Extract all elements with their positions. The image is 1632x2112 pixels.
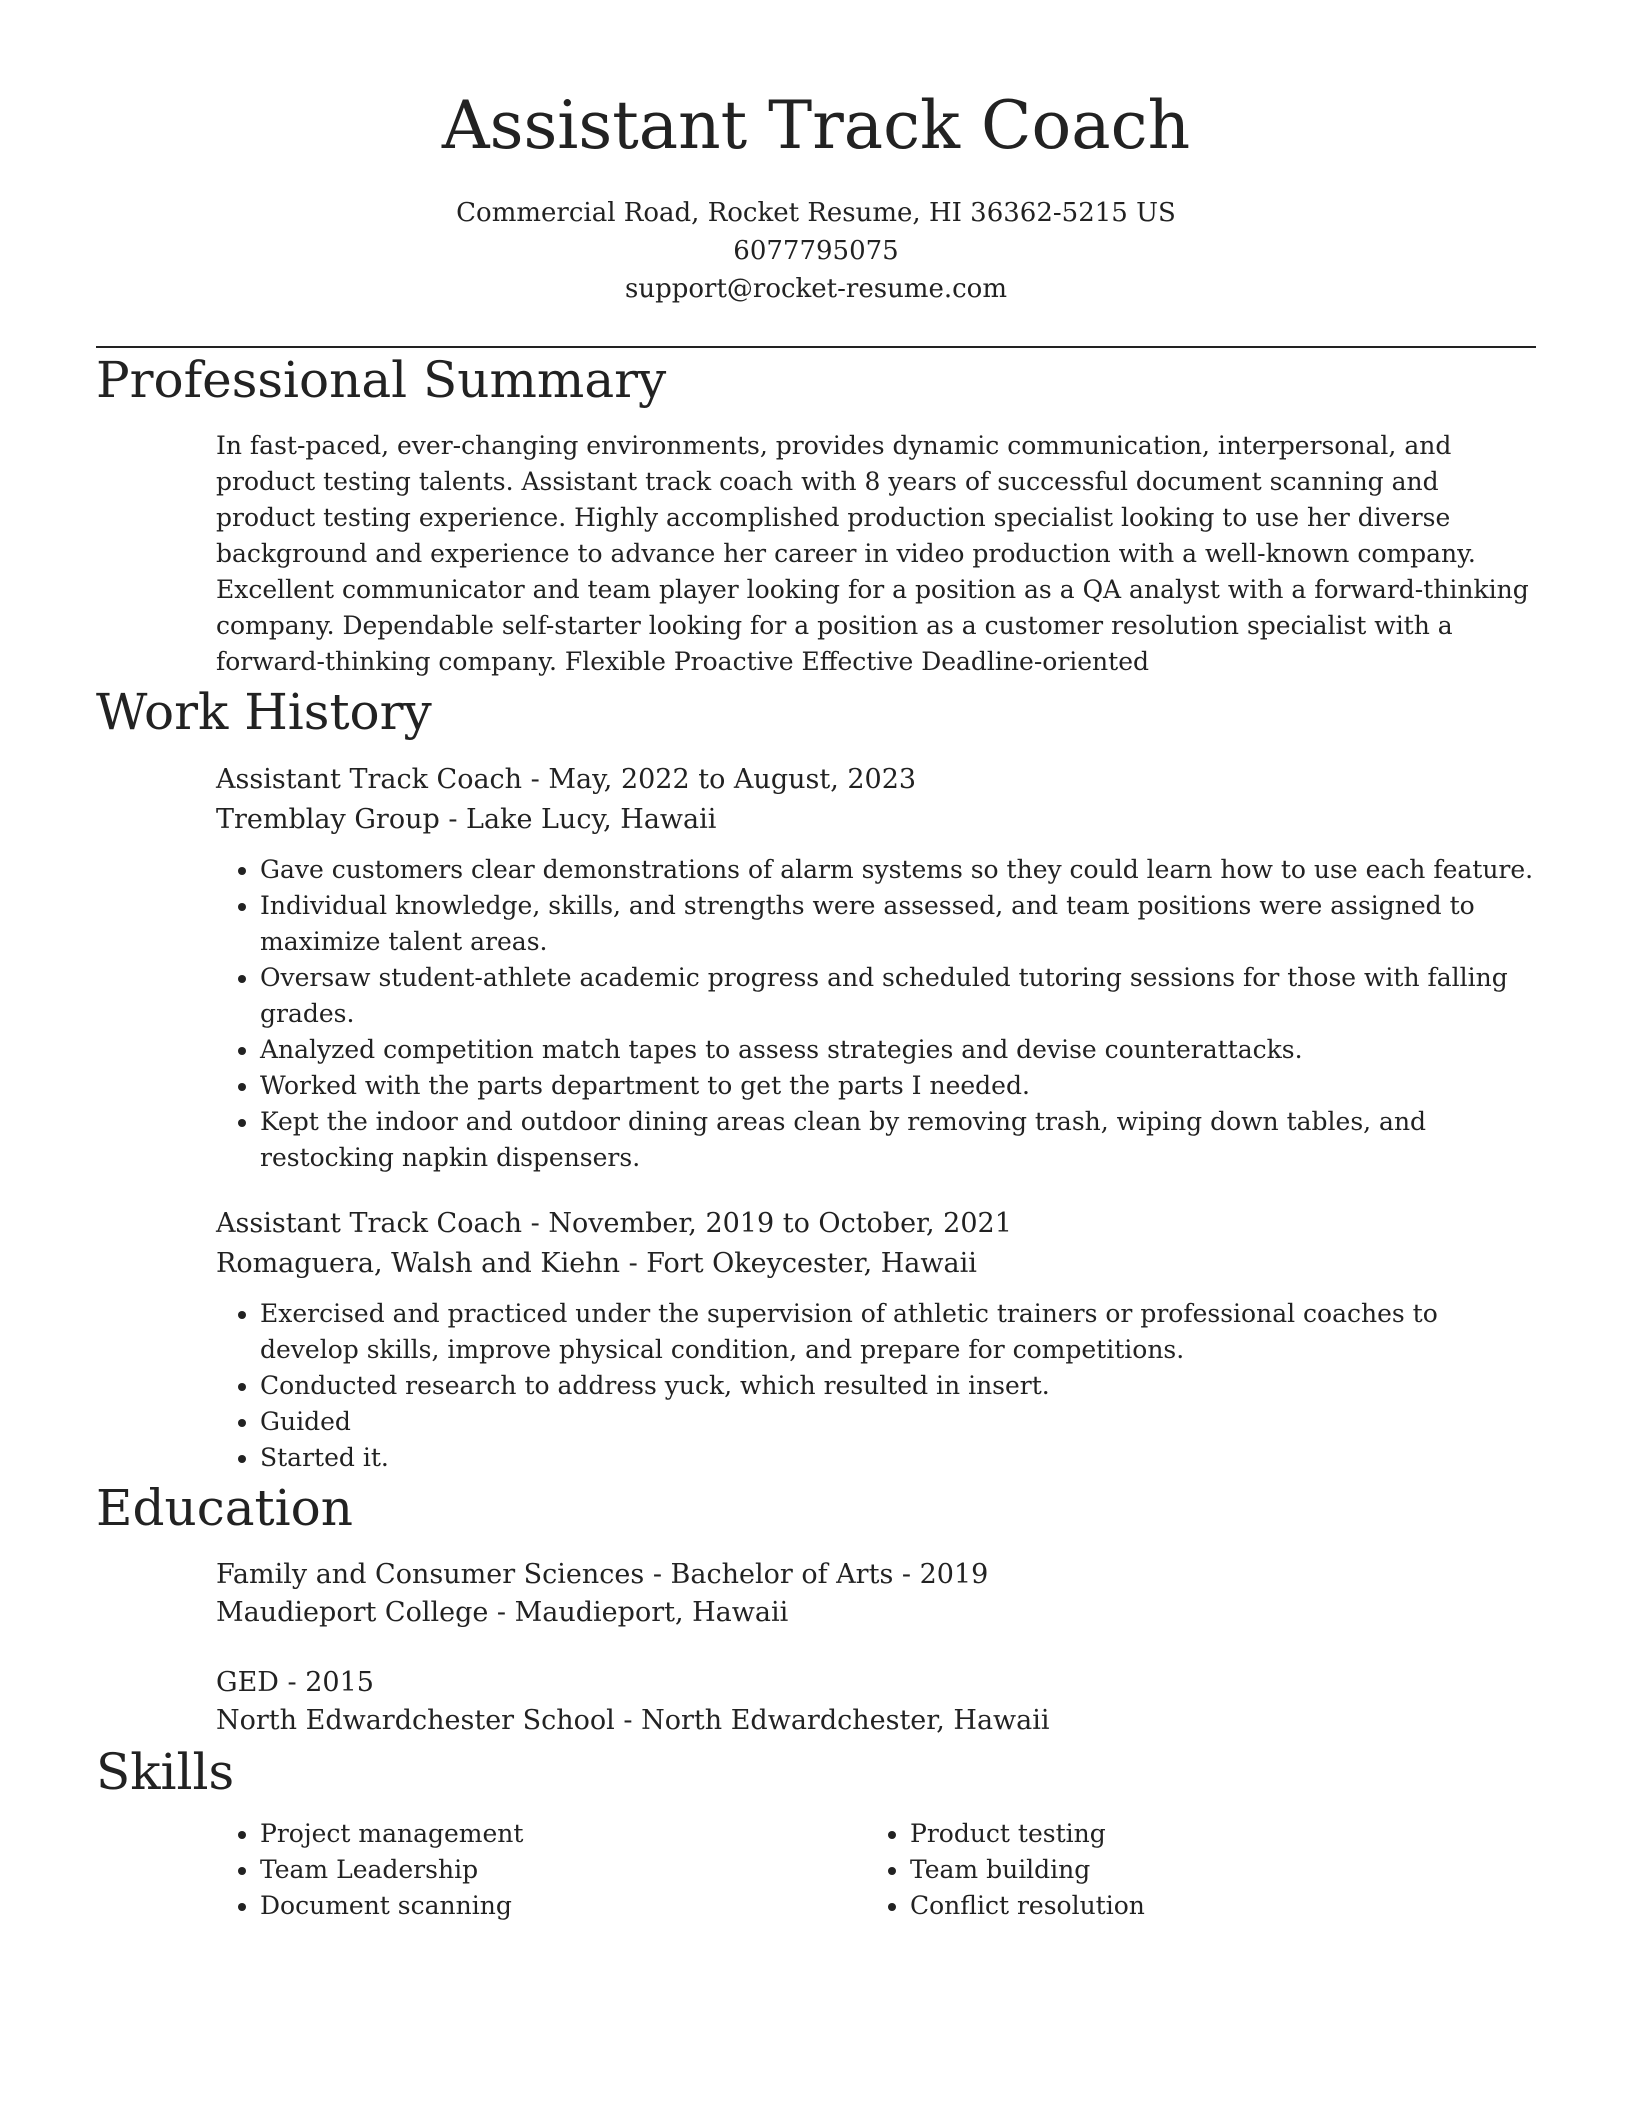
job-title: Assistant Track Coach (216, 764, 523, 795)
job-bullets (216, 1296, 1536, 1476)
section-heading-skills: Skills (96, 1743, 235, 1801)
skill-item: • Team Leadership (260, 1852, 866, 1888)
contact-block (96, 194, 1536, 308)
work-history-list (216, 760, 1536, 1476)
job-title-line (216, 1204, 1536, 1244)
education-entry (216, 1664, 1536, 1740)
education-degree: GED (216, 1667, 279, 1698)
contact-phone: 6077795075 (733, 236, 899, 266)
job-bullet: • Individual knowledge, skills, and strengths were assessed, and team positions were assigned to maximize talent areas. (260, 888, 1536, 960)
job-bullet: • Exercised and practiced under the supervision of athletic trainers or professional coaches to develop skills, improve physical condition, and prepare for competitions. (260, 1296, 1536, 1368)
education-degree-line (216, 1556, 1536, 1594)
job-bullet: • Gave customers clear demonstrations of alarm systems so they could learn how to use each feature. (260, 852, 1536, 888)
job-bullet: • Oversaw student-athlete academic progress and scheduled tutoring sessions for those with falling grades. (260, 960, 1536, 1032)
job-dates: - November, 2019 to October, 2021 (522, 1208, 1012, 1239)
job-entry (216, 1204, 1536, 1476)
job-location: - Lake Lucy, Hawaii (439, 804, 717, 835)
job-bullet: • Conducted research to address yuck, which resulted in insert. (260, 1368, 1536, 1404)
job-bullets (216, 852, 1536, 1176)
skill-item: • Project management (260, 1816, 866, 1852)
education-year: - 2019 (893, 1559, 989, 1590)
job-dates: - May, 2022 to August, 2023 (522, 764, 917, 795)
education-school: North Edwardchester School (216, 1705, 615, 1736)
job-title: Assistant Track Coach (216, 1208, 523, 1239)
job-title-line (216, 760, 1536, 800)
job-bullet: • Analyzed competition match tapes to assess strategies and devise counterattacks. (260, 1032, 1536, 1068)
contact-address: Commercial Road, Rocket Resume, HI 36362-5215 US (456, 198, 1176, 228)
skills-column-left (216, 1816, 866, 1924)
resume-name: Assistant Track Coach (441, 87, 1191, 164)
job-location: - Fort Okeycester, Hawaii (620, 1248, 977, 1279)
education-school: Maudieport College (216, 1597, 489, 1628)
education-entry (216, 1556, 1536, 1632)
job-bullet: • Worked with the parts department to get the parts I needed. (260, 1068, 1536, 1104)
skill-item: • Team building (910, 1852, 1516, 1888)
job-company-line (216, 1244, 1536, 1284)
skill-item: • Conflict resolution (910, 1888, 1516, 1924)
resume-page (96, 0, 1536, 1924)
education-location: - Maudieport, Hawaii (488, 1597, 789, 1628)
skills-column-right (866, 1816, 1516, 1924)
job-bullet: • Started it. (260, 1440, 1536, 1476)
job-company-line (216, 800, 1536, 840)
education-school-line (216, 1702, 1536, 1740)
education-degree-line (216, 1664, 1536, 1702)
job-entry (216, 760, 1536, 1176)
education-degree: Family and Consumer Sciences - Bachelor of Arts (216, 1559, 894, 1590)
contact-email: support@rocket-resume.com (624, 274, 1007, 304)
section-heading-work-history: Work History (96, 683, 432, 741)
section-heading-education: Education (96, 1479, 353, 1537)
job-company: Romaguera, Walsh and Kiehn (216, 1248, 620, 1279)
education-year: - 2015 (278, 1667, 374, 1698)
skill-item: • Document scanning (260, 1888, 866, 1924)
section-heading-summary: Professional Summary (96, 351, 667, 409)
skills-grid (216, 1816, 1536, 1924)
job-bullet: • Kept the indoor and outdoor dining areas clean by removing trash, wiping down tables, and restocking napkin dispensers. (260, 1104, 1536, 1176)
summary-text: In fast-paced, ever-changing environments, provides dynamic communication, interpersonal, and product testing talents. Assistant track coach with 8 years of successful document scanning and product testing experience. Highly accomplished production specialist looking to use her diverse background and experience to advance her career in video production with a well-known company. Excellent communicator and team player looking for a position as a QA analyst with a forward-thinking company. Dependable self-starter looking for a position as a customer resolution specialist with a forward-thinking company. Flexible Proactive Effective Deadline-oriented (216, 431, 1529, 676)
education-location: - North Edwardchester, Hawaii (614, 1705, 1050, 1736)
job-bullet: • Guided (260, 1404, 1536, 1440)
skill-item: • Product testing (910, 1816, 1516, 1852)
education-school-line (216, 1594, 1536, 1632)
education-list (216, 1556, 1536, 1740)
job-company: Tremblay Group (216, 804, 440, 835)
